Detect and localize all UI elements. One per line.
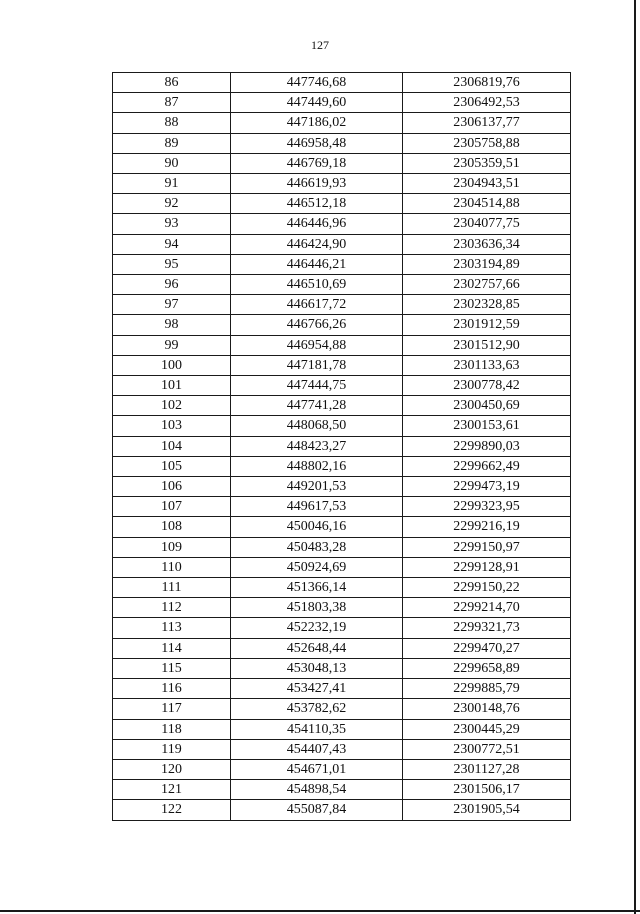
x-coordinate-cell: 451366,14 bbox=[231, 578, 403, 598]
x-coordinate-cell: 446424,90 bbox=[231, 234, 403, 254]
table-row bbox=[113, 477, 571, 497]
table-row bbox=[113, 113, 571, 133]
table-row bbox=[113, 234, 571, 254]
x-coordinate-cell: 450483,28 bbox=[231, 537, 403, 557]
table-row bbox=[113, 335, 571, 355]
y-coordinate-cell: 2299662,49 bbox=[403, 456, 571, 476]
point-number-cell: 102 bbox=[113, 396, 231, 416]
point-number-cell: 95 bbox=[113, 254, 231, 274]
page-number: 127 bbox=[311, 38, 329, 52]
page-edge-bottom bbox=[0, 910, 640, 912]
coordinates-table-body bbox=[113, 73, 571, 821]
y-coordinate-cell: 2300153,61 bbox=[403, 416, 571, 436]
point-number-cell: 122 bbox=[113, 800, 231, 820]
table-row bbox=[113, 174, 571, 194]
y-coordinate-cell: 2306137,77 bbox=[403, 113, 571, 133]
table-row bbox=[113, 355, 571, 375]
point-number-cell: 108 bbox=[113, 517, 231, 537]
point-number-cell: 91 bbox=[113, 174, 231, 194]
y-coordinate-cell: 2301905,54 bbox=[403, 800, 571, 820]
y-coordinate-cell: 2304943,51 bbox=[403, 174, 571, 194]
y-coordinate-cell: 2303636,34 bbox=[403, 234, 571, 254]
y-coordinate-cell: 2301127,28 bbox=[403, 759, 571, 779]
point-number-cell: 96 bbox=[113, 275, 231, 295]
x-coordinate-cell: 452648,44 bbox=[231, 638, 403, 658]
y-coordinate-cell: 2299323,95 bbox=[403, 497, 571, 517]
y-coordinate-cell: 2299150,97 bbox=[403, 537, 571, 557]
point-number-cell: 104 bbox=[113, 436, 231, 456]
y-coordinate-cell: 2299473,19 bbox=[403, 477, 571, 497]
x-coordinate-cell: 450046,16 bbox=[231, 517, 403, 537]
point-number-cell: 115 bbox=[113, 658, 231, 678]
table-row bbox=[113, 557, 571, 577]
x-coordinate-cell: 451803,38 bbox=[231, 598, 403, 618]
x-coordinate-cell: 452232,19 bbox=[231, 618, 403, 638]
y-coordinate-cell: 2301133,63 bbox=[403, 355, 571, 375]
coordinates-table bbox=[112, 72, 571, 821]
table-row bbox=[113, 618, 571, 638]
y-coordinate-cell: 2299321,73 bbox=[403, 618, 571, 638]
point-number-cell: 109 bbox=[113, 537, 231, 557]
y-coordinate-cell: 2304514,88 bbox=[403, 194, 571, 214]
table-row bbox=[113, 699, 571, 719]
point-number-cell: 92 bbox=[113, 194, 231, 214]
point-number-cell: 113 bbox=[113, 618, 231, 638]
y-coordinate-cell: 2299658,89 bbox=[403, 658, 571, 678]
y-coordinate-cell: 2304077,75 bbox=[403, 214, 571, 234]
point-number-cell: 101 bbox=[113, 376, 231, 396]
y-coordinate-cell: 2301912,59 bbox=[403, 315, 571, 335]
y-coordinate-cell: 2301506,17 bbox=[403, 780, 571, 800]
y-coordinate-cell: 2299214,70 bbox=[403, 598, 571, 618]
x-coordinate-cell: 454407,43 bbox=[231, 739, 403, 759]
table-row bbox=[113, 133, 571, 153]
point-number-cell: 94 bbox=[113, 234, 231, 254]
table-row bbox=[113, 800, 571, 820]
table-row bbox=[113, 93, 571, 113]
table-row bbox=[113, 537, 571, 557]
x-coordinate-cell: 447449,60 bbox=[231, 93, 403, 113]
table-row bbox=[113, 658, 571, 678]
x-coordinate-cell: 449201,53 bbox=[231, 477, 403, 497]
point-number-cell: 90 bbox=[113, 153, 231, 173]
point-number-cell: 87 bbox=[113, 93, 231, 113]
table-row bbox=[113, 739, 571, 759]
table-row bbox=[113, 456, 571, 476]
point-number-cell: 114 bbox=[113, 638, 231, 658]
x-coordinate-cell: 446619,93 bbox=[231, 174, 403, 194]
point-number-cell: 103 bbox=[113, 416, 231, 436]
x-coordinate-cell: 446510,69 bbox=[231, 275, 403, 295]
y-coordinate-cell: 2305359,51 bbox=[403, 153, 571, 173]
point-number-cell: 99 bbox=[113, 335, 231, 355]
y-coordinate-cell: 2301512,90 bbox=[403, 335, 571, 355]
point-number-cell: 110 bbox=[113, 557, 231, 577]
table-row bbox=[113, 254, 571, 274]
point-number-cell: 121 bbox=[113, 780, 231, 800]
x-coordinate-cell: 447444,75 bbox=[231, 376, 403, 396]
y-coordinate-cell: 2300778,42 bbox=[403, 376, 571, 396]
table-row bbox=[113, 719, 571, 739]
y-coordinate-cell: 2299216,19 bbox=[403, 517, 571, 537]
table-row bbox=[113, 194, 571, 214]
table-row bbox=[113, 759, 571, 779]
point-number-cell: 118 bbox=[113, 719, 231, 739]
x-coordinate-cell: 447181,78 bbox=[231, 355, 403, 375]
point-number-cell: 106 bbox=[113, 477, 231, 497]
x-coordinate-cell: 450924,69 bbox=[231, 557, 403, 577]
table-row bbox=[113, 376, 571, 396]
x-coordinate-cell: 446769,18 bbox=[231, 153, 403, 173]
y-coordinate-cell: 2299890,03 bbox=[403, 436, 571, 456]
point-number-cell: 89 bbox=[113, 133, 231, 153]
x-coordinate-cell: 453782,62 bbox=[231, 699, 403, 719]
table-row bbox=[113, 416, 571, 436]
point-number-cell: 100 bbox=[113, 355, 231, 375]
x-coordinate-cell: 448068,50 bbox=[231, 416, 403, 436]
y-coordinate-cell: 2299128,91 bbox=[403, 557, 571, 577]
table-row bbox=[113, 497, 571, 517]
x-coordinate-cell: 446958,48 bbox=[231, 133, 403, 153]
y-coordinate-cell: 2299150,22 bbox=[403, 578, 571, 598]
y-coordinate-cell: 2300450,69 bbox=[403, 396, 571, 416]
x-coordinate-cell: 453427,41 bbox=[231, 679, 403, 699]
y-coordinate-cell: 2305758,88 bbox=[403, 133, 571, 153]
table-row bbox=[113, 214, 571, 234]
table-row bbox=[113, 295, 571, 315]
x-coordinate-cell: 446617,72 bbox=[231, 295, 403, 315]
x-coordinate-cell: 454898,54 bbox=[231, 780, 403, 800]
point-number-cell: 111 bbox=[113, 578, 231, 598]
y-coordinate-cell: 2302757,66 bbox=[403, 275, 571, 295]
point-number-cell: 97 bbox=[113, 295, 231, 315]
point-number-cell: 119 bbox=[113, 739, 231, 759]
point-number-cell: 117 bbox=[113, 699, 231, 719]
x-coordinate-cell: 446954,88 bbox=[231, 335, 403, 355]
x-coordinate-cell: 446446,21 bbox=[231, 254, 403, 274]
point-number-cell: 86 bbox=[113, 73, 231, 93]
x-coordinate-cell: 446446,96 bbox=[231, 214, 403, 234]
point-number-cell: 116 bbox=[113, 679, 231, 699]
x-coordinate-cell: 449617,53 bbox=[231, 497, 403, 517]
y-coordinate-cell: 2299885,79 bbox=[403, 679, 571, 699]
table-row bbox=[113, 517, 571, 537]
y-coordinate-cell: 2306492,53 bbox=[403, 93, 571, 113]
point-number-cell: 93 bbox=[113, 214, 231, 234]
table-row bbox=[113, 679, 571, 699]
table-row bbox=[113, 578, 571, 598]
x-coordinate-cell: 453048,13 bbox=[231, 658, 403, 678]
x-coordinate-cell: 454110,35 bbox=[231, 719, 403, 739]
y-coordinate-cell: 2300445,29 bbox=[403, 719, 571, 739]
point-number-cell: 112 bbox=[113, 598, 231, 618]
x-coordinate-cell: 446766,26 bbox=[231, 315, 403, 335]
x-coordinate-cell: 448423,27 bbox=[231, 436, 403, 456]
y-coordinate-cell: 2300772,51 bbox=[403, 739, 571, 759]
point-number-cell: 105 bbox=[113, 456, 231, 476]
x-coordinate-cell: 447746,68 bbox=[231, 73, 403, 93]
x-coordinate-cell: 455087,84 bbox=[231, 800, 403, 820]
table-row bbox=[113, 275, 571, 295]
y-coordinate-cell: 2302328,85 bbox=[403, 295, 571, 315]
point-number-cell: 120 bbox=[113, 759, 231, 779]
point-number-cell: 88 bbox=[113, 113, 231, 133]
table-row bbox=[113, 638, 571, 658]
table-row bbox=[113, 153, 571, 173]
x-coordinate-cell: 454671,01 bbox=[231, 759, 403, 779]
table-row bbox=[113, 73, 571, 93]
x-coordinate-cell: 448802,16 bbox=[231, 456, 403, 476]
x-coordinate-cell: 447186,02 bbox=[231, 113, 403, 133]
point-number-cell: 107 bbox=[113, 497, 231, 517]
point-number-cell: 98 bbox=[113, 315, 231, 335]
y-coordinate-cell: 2303194,89 bbox=[403, 254, 571, 274]
y-coordinate-cell: 2300148,76 bbox=[403, 699, 571, 719]
y-coordinate-cell: 2306819,76 bbox=[403, 73, 571, 93]
x-coordinate-cell: 447741,28 bbox=[231, 396, 403, 416]
table-row bbox=[113, 396, 571, 416]
page-edge-right bbox=[634, 0, 636, 914]
table-row bbox=[113, 598, 571, 618]
y-coordinate-cell: 2299470,27 bbox=[403, 638, 571, 658]
x-coordinate-cell: 446512,18 bbox=[231, 194, 403, 214]
table-row bbox=[113, 315, 571, 335]
table-row bbox=[113, 436, 571, 456]
table-row bbox=[113, 780, 571, 800]
